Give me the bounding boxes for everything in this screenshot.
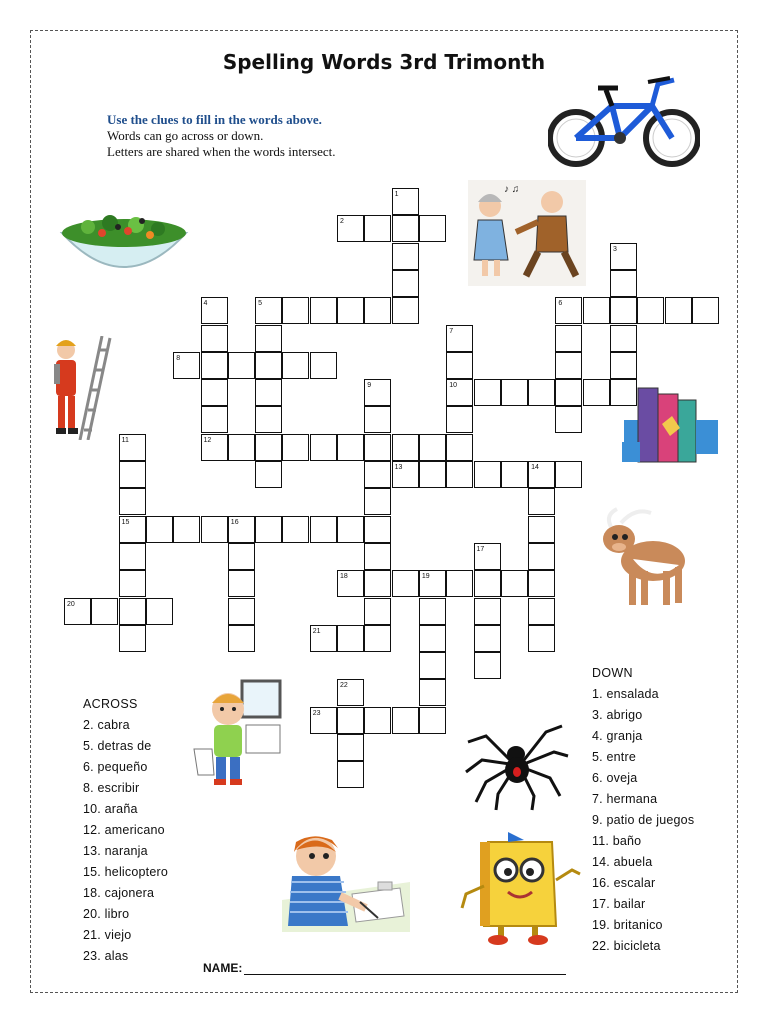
crossword-cell[interactable] (446, 406, 473, 433)
crossword-cell[interactable] (392, 270, 419, 297)
across-clues (83, 694, 168, 967)
clue-item: 3. abrigo (592, 708, 643, 722)
crossword-cell[interactable] (119, 543, 146, 570)
book-character-image (458, 830, 584, 946)
crossword-cell[interactable] (364, 570, 391, 597)
crossword-cell[interactable] (528, 543, 555, 570)
crossword-cell[interactable] (255, 406, 282, 433)
crossword-cell[interactable] (419, 215, 446, 242)
crossword-cell[interactable] (364, 707, 391, 734)
instructions-heading: Use the clues to fill in the words above. (107, 112, 322, 127)
crossword-cell[interactable] (474, 570, 501, 597)
crossword-cell[interactable] (228, 570, 255, 597)
crossword-cell[interactable] (337, 516, 364, 543)
clue-item: 6. pequeño (83, 760, 148, 774)
crossword-cell[interactable] (119, 461, 146, 488)
clue-number: 9 (367, 382, 372, 390)
clue-item: 17. bailar (592, 897, 646, 911)
crossword-cell[interactable] (228, 625, 255, 652)
crossword-cell[interactable] (528, 570, 555, 597)
crossword-cell[interactable] (146, 516, 173, 543)
firefighter-image (50, 336, 112, 440)
crossword-cell[interactable] (555, 379, 582, 406)
crossword-cell[interactable] (419, 625, 446, 652)
crossword-cell[interactable] (392, 297, 419, 324)
crossword-cell[interactable] (364, 297, 391, 324)
down-heading: DOWN (592, 666, 633, 680)
crossword-cell[interactable] (364, 488, 391, 515)
clue-item: 16. escalar (592, 876, 656, 890)
crossword-cell[interactable] (364, 543, 391, 570)
svg-text:♪ ♫: ♪ ♫ (504, 184, 520, 195)
crossword-cell[interactable] (310, 297, 337, 324)
page-title: Spelling Words 3rd Trimonth (222, 50, 546, 74)
crossword-cell[interactable] (364, 461, 391, 488)
clue-number: 10 (449, 382, 457, 390)
crossword-cell[interactable] (119, 570, 146, 597)
crossword-cell[interactable] (364, 215, 391, 242)
crossword-cell[interactable] (501, 461, 528, 488)
crossword-cell[interactable] (392, 570, 419, 597)
crossword-cell[interactable] (364, 598, 391, 625)
crossword-cell[interactable] (446, 570, 473, 597)
crossword-cell[interactable] (364, 516, 391, 543)
crossword-cell[interactable] (419, 652, 446, 679)
clue-number: 1 (394, 191, 399, 198)
crossword-cell[interactable] (474, 379, 501, 406)
bicycle-image (548, 72, 700, 172)
crossword-cell[interactable] (501, 379, 528, 406)
clue-item: 11. baño (592, 834, 642, 848)
clue-item: 2. cabra (83, 718, 130, 732)
boy-bathroom-image (192, 679, 282, 789)
crossword-cell[interactable] (201, 325, 228, 352)
clue-item: 18. cajonera (83, 886, 155, 900)
clue-item: 5. detras de (83, 739, 152, 753)
crossword-cell[interactable] (528, 598, 555, 625)
crossword-cell[interactable] (364, 406, 391, 433)
clue-item: 19. britanico (592, 918, 663, 932)
name-line[interactable] (244, 963, 566, 975)
clue-number: 16 (230, 518, 239, 526)
crossword-cell[interactable] (583, 297, 610, 324)
clue-number: 15 (121, 518, 130, 526)
crossword-cell[interactable] (146, 598, 173, 625)
crossword-cell[interactable] (583, 379, 610, 406)
name-field[interactable] (203, 961, 566, 975)
clue-number: 6 (558, 300, 563, 308)
spider-image (462, 712, 572, 812)
crossword-cell[interactable] (474, 625, 501, 652)
clue-item: 22. bicicleta (592, 939, 661, 953)
crossword-cell[interactable] (228, 352, 255, 379)
clue-number: 11 (121, 436, 129, 444)
crossword-cell[interactable] (692, 297, 719, 324)
crossword-cell[interactable] (501, 570, 528, 597)
crossword-cell[interactable] (228, 598, 255, 625)
crossword-cell[interactable] (310, 434, 337, 461)
clue-number: 19 (421, 573, 430, 581)
clue-item: 23. alas (83, 949, 129, 963)
crossword-cell[interactable] (474, 652, 501, 679)
crossword-cell[interactable] (337, 625, 364, 652)
across-heading: ACROSS (83, 697, 138, 711)
crossword-cell[interactable] (310, 516, 337, 543)
clue-number: 13 (394, 464, 403, 471)
crossword-cell[interactable] (201, 352, 228, 379)
crossword-cell[interactable] (337, 707, 364, 734)
dancing-couple-image (468, 180, 586, 286)
crossword-cell[interactable] (201, 516, 228, 543)
crossword-cell[interactable] (555, 325, 582, 352)
crossword-cell[interactable] (419, 707, 446, 734)
crossword-cell[interactable] (528, 379, 555, 406)
crossword-cell[interactable] (255, 461, 282, 488)
crossword-cell[interactable] (201, 379, 228, 406)
crossword-cell[interactable] (119, 625, 146, 652)
clue-number: 20 (67, 600, 75, 608)
clue-number: 12 (203, 436, 212, 444)
clue-number: 23 (312, 709, 321, 717)
crossword-cell[interactable] (91, 598, 118, 625)
clue-number: 7 (449, 327, 454, 335)
crossword-cell[interactable] (610, 297, 637, 324)
crossword-cell[interactable] (228, 434, 255, 461)
crossword-cell[interactable] (446, 461, 473, 488)
crossword-cell[interactable] (119, 598, 146, 625)
crossword-cell[interactable] (446, 352, 473, 379)
crossword-cell[interactable] (555, 352, 582, 379)
clue-number: 21 (312, 627, 321, 635)
crossword-cell[interactable] (610, 352, 637, 379)
crossword-cell[interactable] (228, 543, 255, 570)
student-writing-image (282, 830, 410, 932)
clue-number: 17 (476, 545, 485, 553)
clue-item: 10. araña (83, 802, 138, 816)
crossword-cell[interactable] (282, 434, 309, 461)
crossword-cell[interactable] (392, 243, 419, 270)
crossword-cell[interactable] (528, 625, 555, 652)
crossword-cell[interactable] (173, 516, 200, 543)
salad-image (58, 205, 190, 277)
crossword-cell[interactable] (555, 406, 582, 433)
crossword-cell[interactable] (392, 707, 419, 734)
clue-item: 21. viejo (83, 928, 132, 942)
clue-item: 7. hermana (592, 792, 658, 806)
clue-item: 9. patio de juegos (592, 813, 695, 827)
clue-item: 1. ensalada (592, 687, 659, 701)
crossword-cell[interactable] (555, 461, 582, 488)
clue-number: 18 (340, 573, 348, 581)
clue-item: 15. helicoptero (83, 865, 169, 879)
crossword-cell[interactable] (201, 406, 228, 433)
crossword-cell[interactable] (337, 734, 364, 761)
crossword-cell[interactable] (392, 434, 419, 461)
crossword-cell[interactable] (255, 325, 282, 352)
crossword-cell[interactable] (282, 297, 309, 324)
crossword-cell[interactable] (255, 352, 282, 379)
crossword-cell[interactable] (528, 516, 555, 543)
crossword-cell[interactable] (419, 679, 446, 706)
clue-item: 20. libro (83, 907, 130, 921)
crossword-cell[interactable] (419, 461, 446, 488)
crossword-cell[interactable] (337, 297, 364, 324)
name-label: NAME: (203, 961, 243, 975)
clue-item: 13. naranja (83, 844, 148, 858)
crossword-cell[interactable] (364, 434, 391, 461)
crossword-cell[interactable] (610, 270, 637, 297)
crossword-cell[interactable] (119, 488, 146, 515)
crossword-cell[interactable] (474, 461, 501, 488)
clue-item: 5. entre (592, 750, 636, 764)
clue-item: 6. oveja (592, 771, 638, 785)
down-clues (592, 663, 694, 957)
clue-item: 12. americano (83, 823, 165, 837)
crossword-cell[interactable] (310, 352, 337, 379)
instructions-line-2: Letters are shared when the words intersect. (107, 144, 336, 159)
crossword-cell[interactable] (637, 297, 664, 324)
clue-number: 14 (531, 464, 539, 471)
crossword-cell[interactable] (446, 434, 473, 461)
clue-item: 8. escribir (83, 781, 140, 795)
clue-number: 22 (340, 682, 348, 690)
crossword-cell[interactable] (610, 325, 637, 352)
clue-number: 4 (203, 300, 208, 308)
crossword-cell[interactable] (665, 297, 692, 324)
crossword-cell[interactable] (255, 516, 282, 543)
crossword-cell[interactable] (282, 352, 309, 379)
crossword-cell[interactable] (474, 598, 501, 625)
clue-number: 3 (613, 245, 617, 253)
clue-number: 8 (176, 354, 181, 362)
crossword-cell[interactable] (255, 434, 282, 461)
clue-number: 5 (258, 300, 262, 308)
crossword-cell[interactable] (392, 215, 419, 242)
crossword-cell[interactable] (337, 434, 364, 461)
instructions (107, 112, 336, 160)
crossword-cell[interactable] (419, 598, 446, 625)
clue-number: 2 (340, 218, 344, 226)
crossword-cell[interactable] (337, 761, 364, 788)
crossword-cell[interactable] (419, 434, 446, 461)
crossword-cell[interactable] (282, 516, 309, 543)
crossword-cell[interactable] (528, 488, 555, 515)
goat-image (595, 505, 695, 611)
clue-item: 4. granja (592, 729, 643, 743)
clue-item: 14. abuela (592, 855, 653, 869)
crossword-cell[interactable] (364, 625, 391, 652)
books-image (618, 380, 726, 470)
crossword-cell[interactable] (255, 379, 282, 406)
instructions-line-1: Words can go across or down. (107, 128, 264, 143)
